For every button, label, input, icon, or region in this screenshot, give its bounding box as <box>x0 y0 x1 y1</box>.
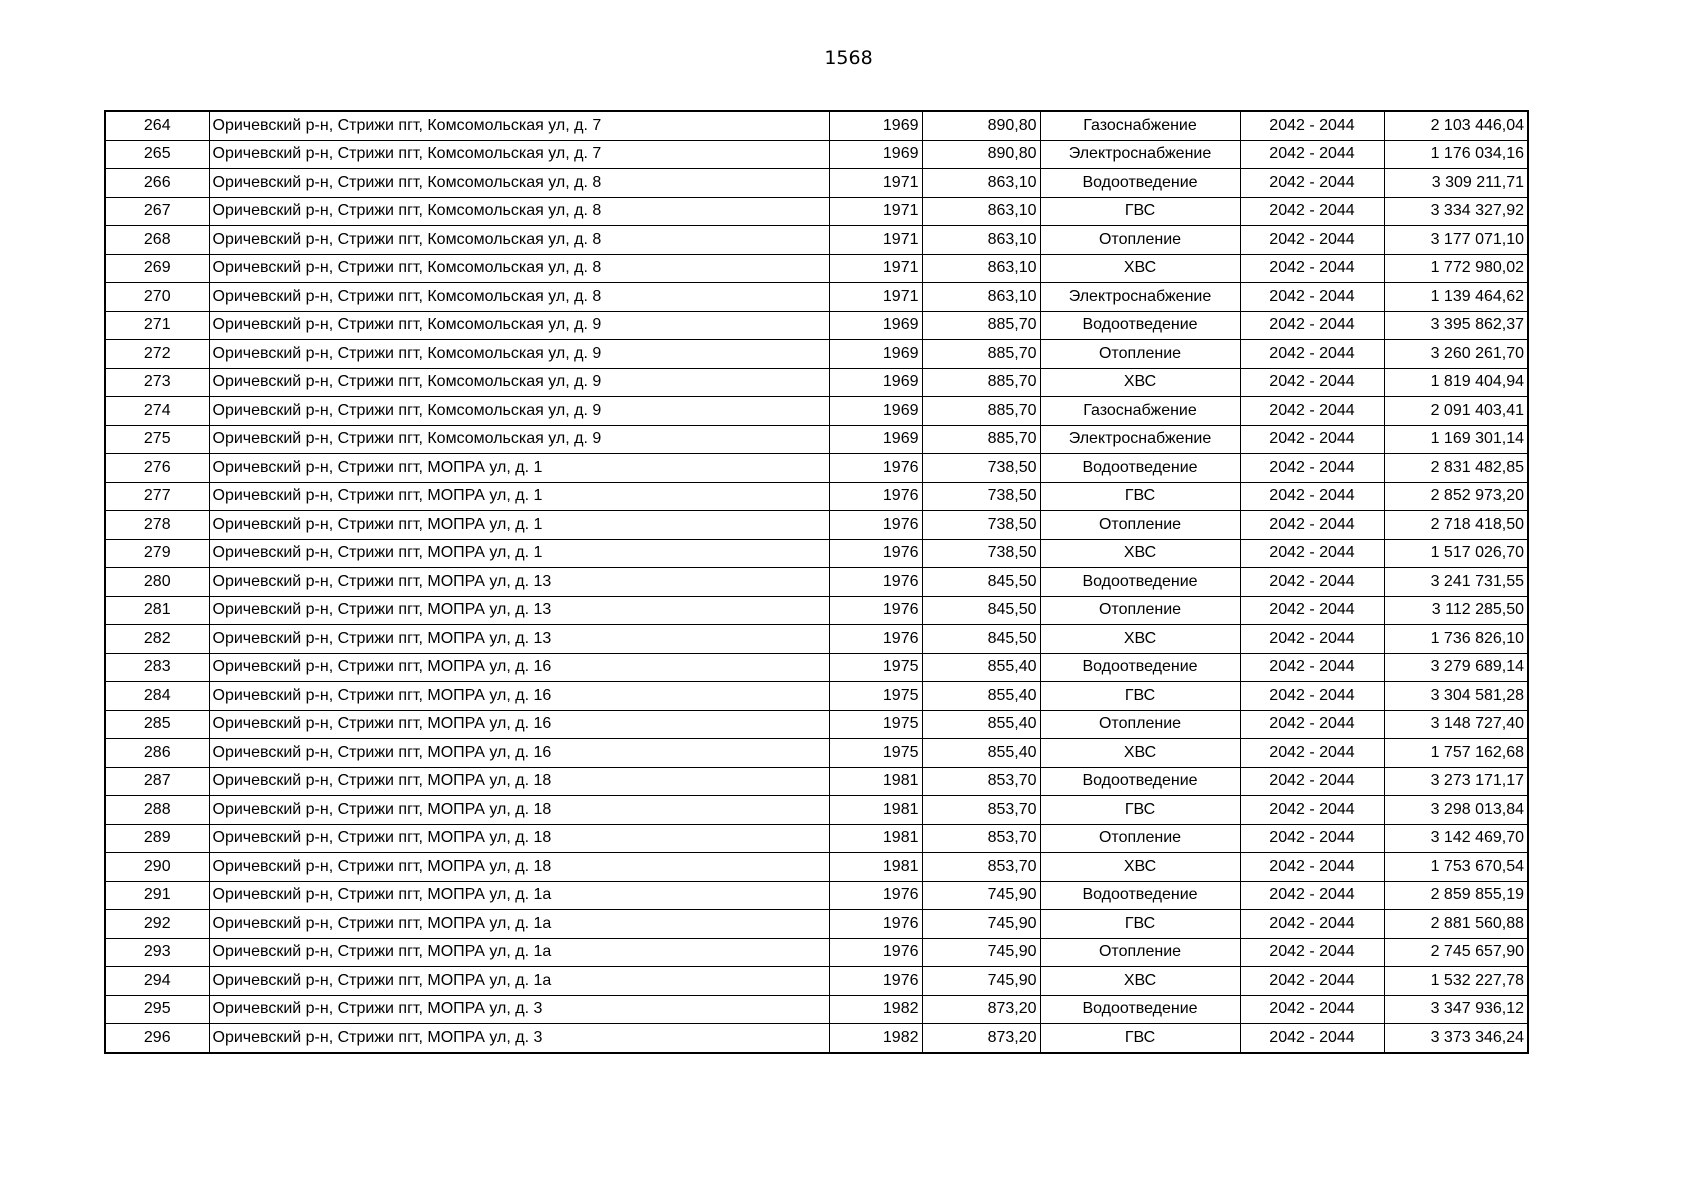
address-cell: Оричевский р-н, Стрижи пгт, МОПРА ул, д. 16 <box>209 682 829 711</box>
address-cell: Оричевский р-н, Стрижи пгт, МОПРА ул, д. 18 <box>209 796 829 825</box>
row-number-cell: 293 <box>105 938 209 967</box>
row-number-cell: 283 <box>105 653 209 682</box>
area-cell: 855,40 <box>922 653 1040 682</box>
table-row <box>105 539 1528 568</box>
period-cell: 2042 - 2044 <box>1240 197 1384 226</box>
period-cell: 2042 - 2044 <box>1240 425 1384 454</box>
table-row <box>105 625 1528 654</box>
address-cell: Оричевский р-н, Стрижи пгт, МОПРА ул, д. 1а <box>209 910 829 939</box>
commission-year-cell: 1969 <box>829 425 922 454</box>
work-type-cell: Отопление <box>1040 938 1240 967</box>
cost-cell: 3 347 936,12 <box>1384 995 1528 1024</box>
repair-registry-table <box>104 110 1529 1054</box>
table-row <box>105 340 1528 369</box>
work-type-cell: ГВС <box>1040 482 1240 511</box>
cost-cell: 3 309 211,71 <box>1384 169 1528 198</box>
table-row <box>105 454 1528 483</box>
cost-cell: 1 736 826,10 <box>1384 625 1528 654</box>
cost-cell: 1 772 980,02 <box>1384 254 1528 283</box>
table-row <box>105 710 1528 739</box>
table-row <box>105 767 1528 796</box>
cost-cell: 2 718 418,50 <box>1384 511 1528 540</box>
period-cell: 2042 - 2044 <box>1240 539 1384 568</box>
table-row <box>105 368 1528 397</box>
table-row <box>105 397 1528 426</box>
cost-cell: 3 395 862,37 <box>1384 311 1528 340</box>
table-row <box>105 197 1528 226</box>
row-number-cell: 270 <box>105 283 209 312</box>
table-row <box>105 568 1528 597</box>
work-type-cell: Водоотведение <box>1040 311 1240 340</box>
address-cell: Оричевский р-н, Стрижи пгт, МОПРА ул, д. 1 <box>209 511 829 540</box>
table-row <box>105 283 1528 312</box>
table-row <box>105 910 1528 939</box>
cost-cell: 1 169 301,14 <box>1384 425 1528 454</box>
work-type-cell: Отопление <box>1040 596 1240 625</box>
cost-cell: 3 304 581,28 <box>1384 682 1528 711</box>
area-cell: 885,70 <box>922 368 1040 397</box>
work-type-cell: Отопление <box>1040 340 1240 369</box>
table-row <box>105 853 1528 882</box>
commission-year-cell: 1975 <box>829 653 922 682</box>
address-cell: Оричевский р-н, Стрижи пгт, МОПРА ул, д. 1 <box>209 482 829 511</box>
address-cell: Оричевский р-н, Стрижи пгт, МОПРА ул, д. 16 <box>209 710 829 739</box>
work-type-cell: ХВС <box>1040 368 1240 397</box>
row-number-cell: 282 <box>105 625 209 654</box>
table-row <box>105 169 1528 198</box>
period-cell: 2042 - 2044 <box>1240 140 1384 169</box>
cost-cell: 1 819 404,94 <box>1384 368 1528 397</box>
row-number-cell: 278 <box>105 511 209 540</box>
address-cell: Оричевский р-н, Стрижи пгт, Комсомольская ул, д. 8 <box>209 283 829 312</box>
row-number-cell: 266 <box>105 169 209 198</box>
commission-year-cell: 1971 <box>829 254 922 283</box>
row-number-cell: 264 <box>105 111 209 140</box>
address-cell: Оричевский р-н, Стрижи пгт, Комсомольская ул, д. 9 <box>209 311 829 340</box>
row-number-cell: 267 <box>105 197 209 226</box>
area-cell: 845,50 <box>922 625 1040 654</box>
table-row <box>105 596 1528 625</box>
area-cell: 885,70 <box>922 425 1040 454</box>
work-type-cell: ХВС <box>1040 254 1240 283</box>
cost-cell: 2 852 973,20 <box>1384 482 1528 511</box>
address-cell: Оричевский р-н, Стрижи пгт, Комсомольская ул, д. 9 <box>209 397 829 426</box>
table-row <box>105 111 1528 140</box>
address-cell: Оричевский р-н, Стрижи пгт, МОПРА ул, д. 18 <box>209 767 829 796</box>
row-number-cell: 272 <box>105 340 209 369</box>
address-cell: Оричевский р-н, Стрижи пгт, МОПРА ул, д. 3 <box>209 1024 829 1053</box>
table-row <box>105 482 1528 511</box>
commission-year-cell: 1976 <box>829 967 922 996</box>
row-number-cell: 289 <box>105 824 209 853</box>
cost-cell: 1 753 670,54 <box>1384 853 1528 882</box>
address-cell: Оричевский р-н, Стрижи пгт, Комсомольская ул, д. 8 <box>209 169 829 198</box>
table-row <box>105 938 1528 967</box>
commission-year-cell: 1969 <box>829 368 922 397</box>
commission-year-cell: 1976 <box>829 482 922 511</box>
work-type-cell: ХВС <box>1040 539 1240 568</box>
address-cell: Оричевский р-н, Стрижи пгт, МОПРА ул, д. 13 <box>209 568 829 597</box>
table-row <box>105 226 1528 255</box>
row-number-cell: 294 <box>105 967 209 996</box>
commission-year-cell: 1976 <box>829 454 922 483</box>
cost-cell: 2 859 855,19 <box>1384 881 1528 910</box>
address-cell: Оричевский р-н, Стрижи пгт, Комсомольская ул, д. 8 <box>209 197 829 226</box>
work-type-cell: Газоснабжение <box>1040 397 1240 426</box>
row-number-cell: 284 <box>105 682 209 711</box>
work-type-cell: Водоотведение <box>1040 169 1240 198</box>
cost-cell: 2 091 403,41 <box>1384 397 1528 426</box>
commission-year-cell: 1975 <box>829 682 922 711</box>
row-number-cell: 287 <box>105 767 209 796</box>
commission-year-cell: 1976 <box>829 539 922 568</box>
row-number-cell: 281 <box>105 596 209 625</box>
row-number-cell: 286 <box>105 739 209 768</box>
table-row <box>105 796 1528 825</box>
area-cell: 745,90 <box>922 938 1040 967</box>
area-cell: 863,10 <box>922 226 1040 255</box>
row-number-cell: 274 <box>105 397 209 426</box>
commission-year-cell: 1975 <box>829 739 922 768</box>
page-number: 1568 <box>824 47 873 69</box>
area-cell: 845,50 <box>922 568 1040 597</box>
work-type-cell: ГВС <box>1040 197 1240 226</box>
address-cell: Оричевский р-н, Стрижи пгт, Комсомольская ул, д. 9 <box>209 368 829 397</box>
area-cell: 863,10 <box>922 169 1040 198</box>
cost-cell: 3 273 171,17 <box>1384 767 1528 796</box>
commission-year-cell: 1971 <box>829 226 922 255</box>
work-type-cell: ХВС <box>1040 967 1240 996</box>
address-cell: Оричевский р-н, Стрижи пгт, МОПРА ул, д. 18 <box>209 853 829 882</box>
table-body <box>105 111 1528 1053</box>
commission-year-cell: 1976 <box>829 910 922 939</box>
period-cell: 2042 - 2044 <box>1240 111 1384 140</box>
address-cell: Оричевский р-н, Стрижи пгт, Комсомольская ул, д. 9 <box>209 425 829 454</box>
cost-cell: 1 139 464,62 <box>1384 283 1528 312</box>
period-cell: 2042 - 2044 <box>1240 568 1384 597</box>
period-cell: 2042 - 2044 <box>1240 796 1384 825</box>
cost-cell: 3 177 071,10 <box>1384 226 1528 255</box>
period-cell: 2042 - 2044 <box>1240 938 1384 967</box>
period-cell: 2042 - 2044 <box>1240 397 1384 426</box>
area-cell: 745,90 <box>922 967 1040 996</box>
work-type-cell: Электроснабжение <box>1040 140 1240 169</box>
row-number-cell: 276 <box>105 454 209 483</box>
work-type-cell: ХВС <box>1040 625 1240 654</box>
address-cell: Оричевский р-н, Стрижи пгт, МОПРА ул, д. 16 <box>209 653 829 682</box>
period-cell: 2042 - 2044 <box>1240 482 1384 511</box>
area-cell: 885,70 <box>922 311 1040 340</box>
area-cell: 885,70 <box>922 340 1040 369</box>
area-cell: 745,90 <box>922 910 1040 939</box>
cost-cell: 3 373 346,24 <box>1384 1024 1528 1053</box>
period-cell: 2042 - 2044 <box>1240 995 1384 1024</box>
period-cell: 2042 - 2044 <box>1240 682 1384 711</box>
cost-cell: 1 517 026,70 <box>1384 539 1528 568</box>
address-cell: Оричевский р-н, Стрижи пгт, МОПРА ул, д. 1а <box>209 967 829 996</box>
row-number-cell: 275 <box>105 425 209 454</box>
address-cell: Оричевский р-н, Стрижи пгт, МОПРА ул, д. 18 <box>209 824 829 853</box>
work-type-cell: Водоотведение <box>1040 454 1240 483</box>
area-cell: 855,40 <box>922 739 1040 768</box>
cost-cell: 1 532 227,78 <box>1384 967 1528 996</box>
period-cell: 2042 - 2044 <box>1240 625 1384 654</box>
area-cell: 738,50 <box>922 482 1040 511</box>
work-type-cell: Водоотведение <box>1040 653 1240 682</box>
commission-year-cell: 1971 <box>829 197 922 226</box>
period-cell: 2042 - 2044 <box>1240 653 1384 682</box>
commission-year-cell: 1981 <box>829 853 922 882</box>
work-type-cell: Газоснабжение <box>1040 111 1240 140</box>
address-cell: Оричевский р-н, Стрижи пгт, МОПРА ул, д. 1 <box>209 539 829 568</box>
commission-year-cell: 1976 <box>829 596 922 625</box>
cost-cell: 2 103 446,04 <box>1384 111 1528 140</box>
area-cell: 853,70 <box>922 796 1040 825</box>
period-cell: 2042 - 2044 <box>1240 311 1384 340</box>
work-type-cell: Электроснабжение <box>1040 425 1240 454</box>
period-cell: 2042 - 2044 <box>1240 767 1384 796</box>
address-cell: Оричевский р-н, Стрижи пгт, МОПРА ул, д. 1а <box>209 881 829 910</box>
row-number-cell: 296 <box>105 1024 209 1053</box>
address-cell: Оричевский р-н, Стрижи пгт, МОПРА ул, д. 16 <box>209 739 829 768</box>
row-number-cell: 277 <box>105 482 209 511</box>
work-type-cell: Отопление <box>1040 824 1240 853</box>
row-number-cell: 271 <box>105 311 209 340</box>
area-cell: 863,10 <box>922 254 1040 283</box>
area-cell: 873,20 <box>922 1024 1040 1053</box>
table-row <box>105 653 1528 682</box>
cost-cell: 1 757 162,68 <box>1384 739 1528 768</box>
work-type-cell: ГВС <box>1040 1024 1240 1053</box>
period-cell: 2042 - 2044 <box>1240 967 1384 996</box>
row-number-cell: 288 <box>105 796 209 825</box>
commission-year-cell: 1981 <box>829 824 922 853</box>
row-number-cell: 291 <box>105 881 209 910</box>
work-type-cell: ГВС <box>1040 910 1240 939</box>
commission-year-cell: 1976 <box>829 938 922 967</box>
commission-year-cell: 1976 <box>829 568 922 597</box>
cost-cell: 3 279 689,14 <box>1384 653 1528 682</box>
period-cell: 2042 - 2044 <box>1240 739 1384 768</box>
table-row <box>105 739 1528 768</box>
row-number-cell: 279 <box>105 539 209 568</box>
cost-cell: 1 176 034,16 <box>1384 140 1528 169</box>
work-type-cell: Водоотведение <box>1040 881 1240 910</box>
period-cell: 2042 - 2044 <box>1240 1024 1384 1053</box>
work-type-cell: ХВС <box>1040 739 1240 768</box>
commission-year-cell: 1969 <box>829 397 922 426</box>
area-cell: 863,10 <box>922 283 1040 312</box>
cost-cell: 2 745 657,90 <box>1384 938 1528 967</box>
area-cell: 738,50 <box>922 511 1040 540</box>
table-row <box>105 682 1528 711</box>
row-number-cell: 269 <box>105 254 209 283</box>
cost-cell: 3 298 013,84 <box>1384 796 1528 825</box>
commission-year-cell: 1976 <box>829 625 922 654</box>
address-cell: Оричевский р-н, Стрижи пгт, МОПРА ул, д. 1а <box>209 938 829 967</box>
commission-year-cell: 1981 <box>829 767 922 796</box>
table-row <box>105 995 1528 1024</box>
area-cell: 890,80 <box>922 111 1040 140</box>
table-row <box>105 311 1528 340</box>
address-cell: Оричевский р-н, Стрижи пгт, Комсомольская ул, д. 9 <box>209 340 829 369</box>
address-cell: Оричевский р-н, Стрижи пгт, Комсомольская ул, д. 8 <box>209 254 829 283</box>
table-row <box>105 254 1528 283</box>
address-cell: Оричевский р-н, Стрижи пгт, МОПРА ул, д. 1 <box>209 454 829 483</box>
area-cell: 738,50 <box>922 539 1040 568</box>
work-type-cell: Водоотведение <box>1040 995 1240 1024</box>
cost-cell: 3 334 327,92 <box>1384 197 1528 226</box>
cost-cell: 2 881 560,88 <box>1384 910 1528 939</box>
commission-year-cell: 1982 <box>829 995 922 1024</box>
work-type-cell: Электроснабжение <box>1040 283 1240 312</box>
period-cell: 2042 - 2044 <box>1240 226 1384 255</box>
period-cell: 2042 - 2044 <box>1240 340 1384 369</box>
commission-year-cell: 1981 <box>829 796 922 825</box>
period-cell: 2042 - 2044 <box>1240 254 1384 283</box>
work-type-cell: Отопление <box>1040 511 1240 540</box>
row-number-cell: 268 <box>105 226 209 255</box>
area-cell: 855,40 <box>922 682 1040 711</box>
address-cell: Оричевский р-н, Стрижи пгт, МОПРА ул, д. 13 <box>209 596 829 625</box>
commission-year-cell: 1969 <box>829 340 922 369</box>
period-cell: 2042 - 2044 <box>1240 853 1384 882</box>
row-number-cell: 273 <box>105 368 209 397</box>
table-row <box>105 425 1528 454</box>
work-type-cell: ГВС <box>1040 682 1240 711</box>
row-number-cell: 290 <box>105 853 209 882</box>
address-cell: Оричевский р-н, Стрижи пгт, Комсомольская ул, д. 7 <box>209 140 829 169</box>
address-cell: Оричевский р-н, Стрижи пгт, МОПРА ул, д. 13 <box>209 625 829 654</box>
area-cell: 845,50 <box>922 596 1040 625</box>
period-cell: 2042 - 2044 <box>1240 283 1384 312</box>
area-cell: 863,10 <box>922 197 1040 226</box>
area-cell: 855,40 <box>922 710 1040 739</box>
row-number-cell: 280 <box>105 568 209 597</box>
period-cell: 2042 - 2044 <box>1240 511 1384 540</box>
table-row <box>105 824 1528 853</box>
cost-cell: 2 831 482,85 <box>1384 454 1528 483</box>
commission-year-cell: 1975 <box>829 710 922 739</box>
commission-year-cell: 1969 <box>829 140 922 169</box>
area-cell: 745,90 <box>922 881 1040 910</box>
work-type-cell: Водоотведение <box>1040 767 1240 796</box>
work-type-cell: Отопление <box>1040 226 1240 255</box>
row-number-cell: 292 <box>105 910 209 939</box>
area-cell: 853,70 <box>922 853 1040 882</box>
work-type-cell: ХВС <box>1040 853 1240 882</box>
commission-year-cell: 1971 <box>829 283 922 312</box>
address-cell: Оричевский р-н, Стрижи пгт, МОПРА ул, д. 3 <box>209 995 829 1024</box>
work-type-cell: Отопление <box>1040 710 1240 739</box>
table-row <box>105 881 1528 910</box>
area-cell: 873,20 <box>922 995 1040 1024</box>
commission-year-cell: 1982 <box>829 1024 922 1053</box>
address-cell: Оричевский р-н, Стрижи пгт, Комсомольская ул, д. 7 <box>209 111 829 140</box>
cost-cell: 3 142 469,70 <box>1384 824 1528 853</box>
area-cell: 738,50 <box>922 454 1040 483</box>
period-cell: 2042 - 2044 <box>1240 910 1384 939</box>
period-cell: 2042 - 2044 <box>1240 824 1384 853</box>
row-number-cell: 285 <box>105 710 209 739</box>
period-cell: 2042 - 2044 <box>1240 368 1384 397</box>
area-cell: 853,70 <box>922 824 1040 853</box>
table-row <box>105 511 1528 540</box>
area-cell: 853,70 <box>922 767 1040 796</box>
cost-cell: 3 260 261,70 <box>1384 340 1528 369</box>
table-row <box>105 967 1528 996</box>
cost-cell: 3 241 731,55 <box>1384 568 1528 597</box>
commission-year-cell: 1969 <box>829 311 922 340</box>
period-cell: 2042 - 2044 <box>1240 596 1384 625</box>
area-cell: 890,80 <box>922 140 1040 169</box>
table-row <box>105 1024 1528 1053</box>
commission-year-cell: 1969 <box>829 111 922 140</box>
work-type-cell: ГВС <box>1040 796 1240 825</box>
commission-year-cell: 1976 <box>829 881 922 910</box>
table-row <box>105 140 1528 169</box>
work-type-cell: Водоотведение <box>1040 568 1240 597</box>
commission-year-cell: 1971 <box>829 169 922 198</box>
row-number-cell: 265 <box>105 140 209 169</box>
period-cell: 2042 - 2044 <box>1240 881 1384 910</box>
area-cell: 885,70 <box>922 397 1040 426</box>
row-number-cell: 295 <box>105 995 209 1024</box>
commission-year-cell: 1976 <box>829 511 922 540</box>
cost-cell: 3 148 727,40 <box>1384 710 1528 739</box>
period-cell: 2042 - 2044 <box>1240 169 1384 198</box>
cost-cell: 3 112 285,50 <box>1384 596 1528 625</box>
period-cell: 2042 - 2044 <box>1240 454 1384 483</box>
address-cell: Оричевский р-н, Стрижи пгт, Комсомольская ул, д. 8 <box>209 226 829 255</box>
period-cell: 2042 - 2044 <box>1240 710 1384 739</box>
